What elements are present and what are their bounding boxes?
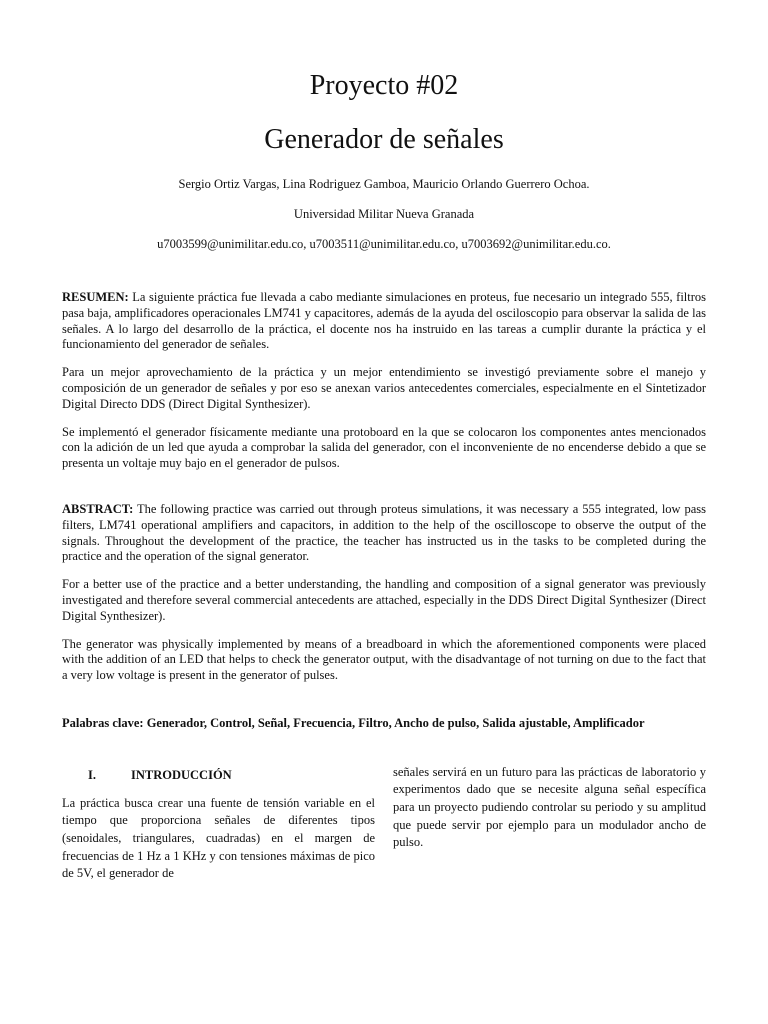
affiliation: Universidad Militar Nueva Granada [293,207,475,221]
introduccion-text-left: La práctica busca crear una fuente de tensión variable en el tiempo que proporciona señales de diferentes tipos (senoidales, triangulares, cuadradas) en el margen de frecuencias de 1 Hz a 1 KHz y con tensiones máximas de pico de 5V, el generador de [62,795,375,881]
abstract-paragraph-2: For a better use of the practice and a better understanding, the handling and composition of a signal generator was previously investigated and therefore several commercial antecedents are attached, especially in the DDS Direct Digital Synthesizer (Direct Digital Synthesizer). [62,577,706,623]
abstract-paragraph-1 [62,502,706,565]
introduccion-text-right: señales servirá en un futuro para las prácticas de laboratorio y experimentos dado que se necesite alguna señal específica para un proyecto pudiendo controlar su periodo y su amplitud que puede servir por ejemplo para un modulador ancho de pulso. [393,764,706,850]
section-title: INTRODUCCIÓN [131,767,232,782]
left-column [62,764,375,883]
title-line-1: Proyecto #02 [309,70,459,101]
resumen-paragraph-2: Para un mejor aprovechamiento de la práctica y un mejor entendimiento se investigó previamente sobre el manejo y composición de un generador de señales y por eso se anexan varios antecedentes comerciales, especialmente en el Sintetizador Digital Directo DDS (Direct Digital Synthesizer). [62,365,706,411]
section-number: I. [88,767,96,782]
title-line-2: Generador de señales [264,124,504,155]
two-column-body [62,764,706,883]
abstract-label: ABSTRACT: [62,501,134,516]
section-heading-introduccion [62,767,375,783]
resumen-paragraph-1 [62,290,706,353]
author-emails: u7003599@unimilitar.edu.co, u7003511@unimilitar.edu.co, u7003692@unimilitar.edu.co. [157,237,611,251]
resumen-paragraph-3: Se implementó el generador físicamente mediante una protoboard en la que se colocaron los componentes antes mencionados con la adición de un led que ayuda a comprobar la salida del generador, con el inconveniente de no encenderse debido a que se presenta un voltaje muy bajo en el generador de pulsos. [62,424,706,471]
abstract-paragraph-3: The generator was physically implemented by means of a breadboard in which the aforementioned components were placed with the addition of an LED that helps to check the generator output, with the disadvantage of not turning on due to the fact that a very low voltage is present in the generator of pulses. [62,636,706,683]
keywords: Palabras clave: Generador, Control, Señal, Frecuencia, Filtro, Ancho de pulso, Salida ajustable, Amplificador [62,715,645,730]
abstract-text-1: The following practice was carried out through proteus simulations, it was necessary a 555 integrated, low pass filters, LM741 operational amplifiers and capacitors, in addition to the help of the oscilloscope to observe the output of the signals. Throughout the development of the practice, the teacher has instructed us in the tasks to be completed during the practice and the operation of the signal generator. [62,501,706,564]
resumen-text-1: La siguiente práctica fue llevada a cabo mediante simulaciones en proteus, fue necesario un integrado 555, filtros pasa baja, amplificadores operacionales LM741 y capacitores, además de la ayuda del osciloscopio para observar la salida de las señales. A lo largo del desarrollo de la práctica, el docente nos ha instruido en las tareas a cumplir durante la práctica y el funcionamiento del generador de señales. [62,290,707,352]
resumen-label: RESUMEN: [62,290,129,304]
authors: Sergio Ortiz Vargas, Lina Rodriguez Gamboa, Mauricio Orlando Guerrero Ochoa. [178,177,590,191]
right-column [393,764,706,883]
